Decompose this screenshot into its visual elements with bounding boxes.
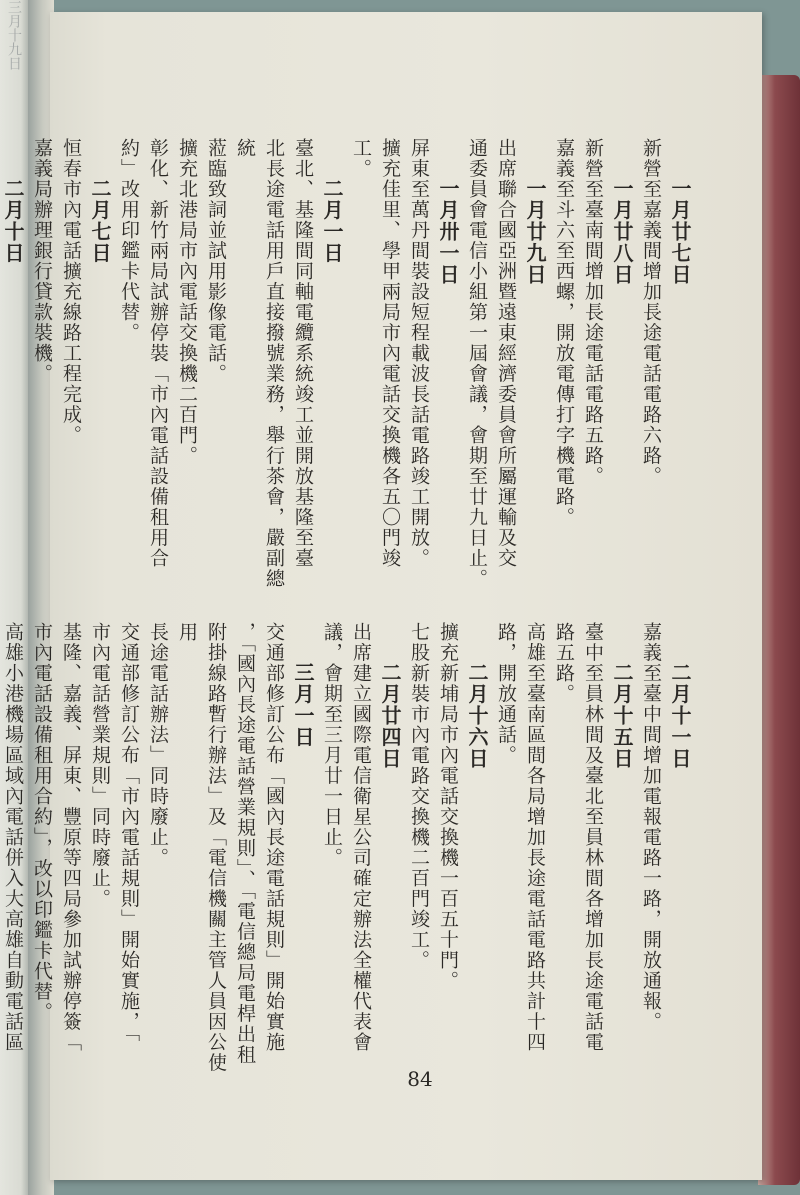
- chronology-entry: [27, 138, 114, 608]
- entry-line: 嘉義至斗六至西螺，開放電傳打字機電路。: [553, 138, 575, 528]
- entry-line: 市內電話設備租用合約」，改以印鑑卡代替。: [31, 622, 53, 1023]
- page-number: 84: [407, 1067, 433, 1091]
- chronology-entry: [462, 138, 549, 608]
- book-cover-edge: [758, 75, 800, 1185]
- entry-date: 二月廿四日: [378, 662, 402, 770]
- entry-line: 彰化、新竹兩局試辦停裝「市內電話設備租用合: [147, 138, 169, 569]
- entry-line: 市內電話營業規則」同時廢止。: [89, 622, 111, 909]
- entry-date: 一月卅一日: [436, 178, 460, 286]
- entry-line: 長途電話辦法」同時廢止。: [147, 622, 169, 868]
- entry-line: ，「國內長途電話營業規則」、「電信總局電桿出租: [234, 622, 256, 1065]
- entry-line: 議，會期至三月廿一日止。: [321, 622, 343, 868]
- entry-date: 二月十五日: [610, 662, 634, 770]
- entry-line: 北長途電話用戶直接撥號業務，舉行茶會，嚴副總統: [234, 138, 285, 589]
- entry-date: 一月廿七日: [668, 178, 692, 286]
- entry-date: 二月一日: [320, 178, 344, 264]
- entry-line: 七股新裝市內電路交換機二百門竣工。: [408, 622, 430, 971]
- chronology-entry: [491, 622, 636, 1092]
- chronology-entry: [636, 622, 694, 1092]
- chronology-entry: [0, 622, 317, 1092]
- entry-line: 擴充新埔局市內電話交換機一百五十門。: [437, 622, 459, 991]
- entry-line: 約」改用印鑑卡代替。: [118, 138, 140, 343]
- entry-line: 擴充佳里、學甲兩局市內電話交換機各五〇門竣: [379, 138, 401, 569]
- entry-line: 工。: [350, 138, 372, 179]
- entry-date: 二月十一日: [668, 662, 692, 770]
- entry-line: 嘉義至臺中間增加電報電路一路，開放通報。: [640, 622, 662, 1032]
- entry-line: 交通部修訂公布「國內長途電話規則」開始實施: [263, 622, 285, 1053]
- entry-date: 二月十日: [1, 178, 25, 264]
- chronology-entry: [114, 138, 346, 608]
- entry-line: 附掛線路暫行辦法」及「電信機關主管人員因公使用: [176, 622, 227, 1073]
- entry-line: 嘉義局辦理銀行貸款裝機。: [31, 138, 53, 384]
- entry-line: 屏東至萬丹間裝設短程載波長話電路竣工開放。: [408, 138, 430, 569]
- entry-line: 恒春市內電話擴充線路工程完成。: [60, 138, 82, 446]
- chronology-entry: [346, 138, 462, 608]
- entry-line: 擴充北港局市內電話交換機二百門。: [176, 138, 198, 466]
- entry-line: 蒞臨致詞並試用影像電話。: [205, 138, 227, 384]
- chronology-entry: [317, 622, 404, 1092]
- entry-date: 三月一日: [291, 662, 315, 748]
- chronology-entry: [0, 138, 27, 608]
- entry-line: 新營至嘉義間增加長途電話電路六路。: [640, 138, 662, 487]
- entry-line: 臺北、基隆間同軸電纜系統竣工並開放基隆至臺: [292, 138, 314, 569]
- entry-line: 高雄小港機場區域內電話併入大高雄自動電話區: [2, 622, 24, 1053]
- entry-date: 一月廿九日: [523, 178, 547, 286]
- entry-line: 交通部修訂公布「市內電話規則」開始實施，「: [118, 622, 140, 1043]
- entry-line: 基隆、嘉義、屏東、豐原等四局參加試辦停簽「: [60, 622, 82, 1053]
- entry-line: 臺中至員林間及臺北至員林間各增加長途電話電: [582, 622, 604, 1053]
- entry-line: 高雄至臺南區間各局增加長途電話電路共計十四: [524, 622, 546, 1053]
- entry-line: 通委員會電信小組第一屆會議，會期至廿九日止。: [466, 138, 488, 589]
- top-text-column: [1, 138, 694, 608]
- bottom-text-column: [2, 622, 694, 1092]
- entry-line: 出席聯合國亞洲暨遠東經濟委員會所屬運輸及交: [495, 138, 517, 569]
- facing-page-ghost-text: 三月十九日: [6, 0, 22, 70]
- chronology-entry: [636, 138, 694, 608]
- entry-date: 二月七日: [88, 178, 112, 264]
- entry-date: 一月廿八日: [610, 178, 634, 286]
- entry-line: 路五路。: [553, 622, 575, 704]
- entry-date: 二月十六日: [465, 662, 489, 770]
- chronology-entry: [404, 622, 491, 1092]
- entry-line: 出席建立國際電信衛星公司確定辦法全權代表會: [350, 622, 372, 1053]
- entry-line: 路，開放通話。: [495, 622, 517, 766]
- entry-line: 新營至臺南間增加長途電話電路五路。: [582, 138, 604, 487]
- chronology-entry: [549, 138, 636, 608]
